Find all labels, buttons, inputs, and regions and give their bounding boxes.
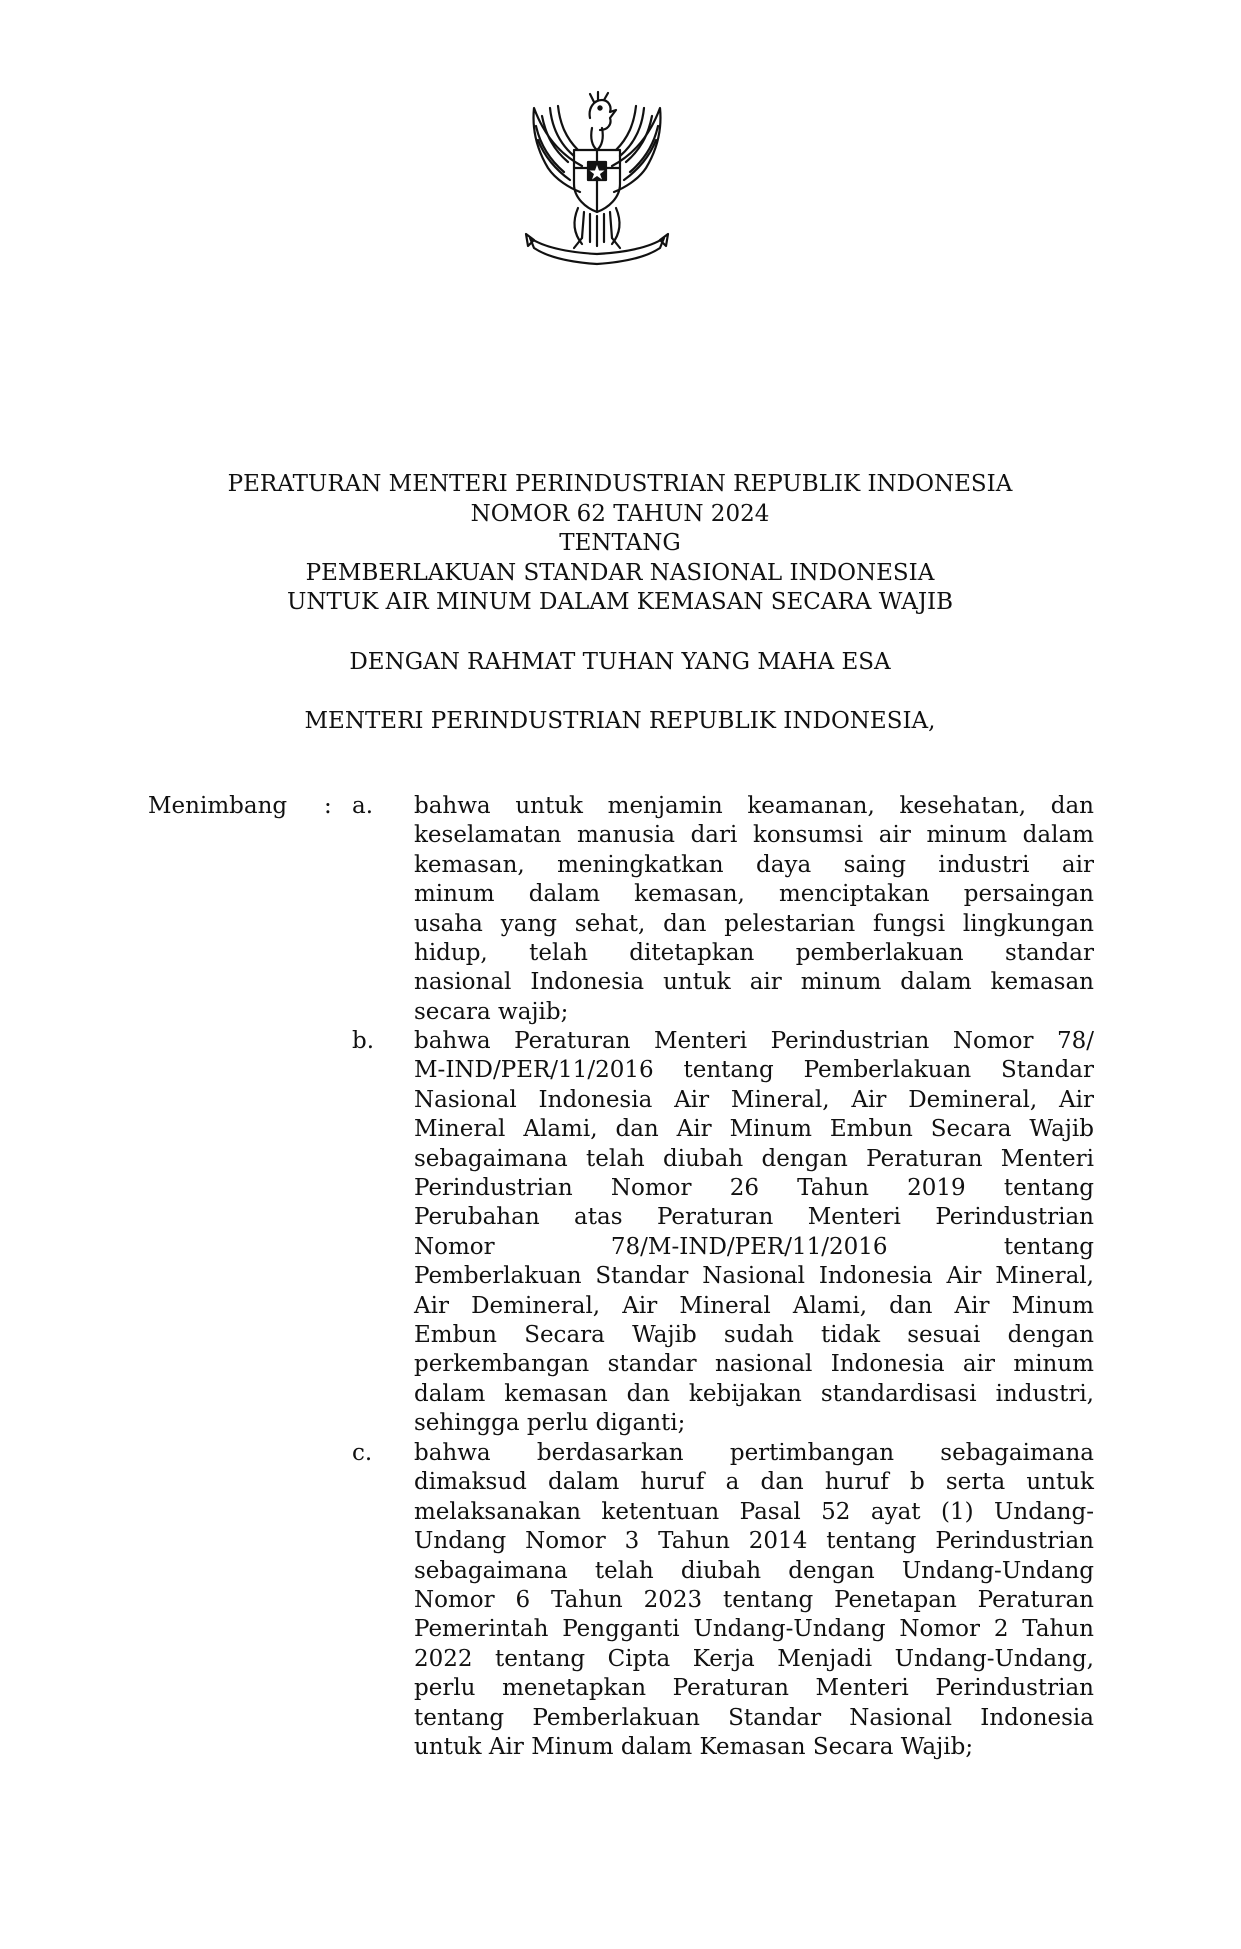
item-text-line: Nomor 78/M-IND/PER/11/2016 tentang [414, 1233, 1094, 1260]
item-text-line: perlu menetapkan Peraturan Menteri Perindustrian [414, 1675, 1094, 1702]
item-text-line: Nomor 6 Tahun 2023 tentang Penetapan Peraturan [414, 1587, 1094, 1614]
item-text-line: bahwa untuk menjamin keamanan, kesehatan, dan [414, 793, 1094, 819]
item-letter: c. [352, 1440, 373, 1466]
item-text-line: sehingga perlu diganti; [414, 1410, 686, 1437]
item-text-line: Perindustrian Nomor 26 Tahun 2019 tentang [414, 1175, 1094, 1202]
considering-item-c [148, 1439, 1093, 1769]
item-text-line: melaksanakan ketentuan Pasal 52 ayat (1) Undang- [414, 1498, 1094, 1525]
item-letter: b. [352, 1028, 375, 1054]
issuer-line: MENTERI PERINDUSTRIAN REPUBLIK INDONESIA, [304, 708, 936, 734]
title-line-5: UNTUK AIR MINUM DALAM KEMASAN SECARA WAJIB [286, 589, 954, 615]
item-text-line: sebagaimana telah diubah dengan Peraturan Menteri [414, 1145, 1094, 1172]
item-text-line: dimaksud dalam huruf a dan huruf b serta untuk [414, 1469, 1094, 1496]
considering-label: Menimbang [148, 793, 288, 819]
item-text-line: bahwa Peraturan Menteri Perindustrian Nomor 78/ [414, 1028, 1094, 1054]
item-text-line: Embun Secara Wajib sudah tidak sesuai dengan [414, 1322, 1094, 1349]
item-text-line: Nasional Indonesia Air Mineral, Air Demineral, Air [414, 1086, 1094, 1113]
item-text-line: sebagaimana telah diubah dengan Undang-Undang [414, 1557, 1094, 1584]
considering-item-a [148, 792, 1093, 1027]
item-text-line: secara wajib; [414, 998, 569, 1025]
item-text-line: usaha yang sehat, dan pelestarian fungsi lingkungan [414, 910, 1094, 937]
item-text-line: untuk Air Minum dalam Kemasan Secara Wajib; [414, 1734, 974, 1761]
item-text-line: minum dalam kemasan, menciptakan persaingan [414, 881, 1094, 908]
item-text-line: tentang Pemberlakuan Standar Nasional Indonesia [414, 1704, 1094, 1731]
item-text-line: keselamatan manusia dari konsumsi air minum dalam [414, 822, 1094, 849]
considering-item-b [148, 1027, 1093, 1439]
item-text-line: nasional Indonesia untuk air minum dalam kemasan [414, 969, 1094, 996]
item-text-line: Air Demineral, Air Mineral Alami, dan Air Minum [414, 1292, 1094, 1319]
item-text-line: bahwa berdasarkan pertimbangan sebagaimana [414, 1440, 1094, 1466]
item-text-line: perkembangan standar nasional Indonesia air minum [414, 1351, 1094, 1378]
item-text-line: kemasan, meningkatkan daya saing industri air [414, 851, 1094, 878]
item-text-line: Perubahan atas Peraturan Menteri Perindustrian [414, 1204, 1094, 1231]
item-text-line: Undang Nomor 3 Tahun 2014 tentang Perindustrian [414, 1528, 1094, 1555]
considering-section [148, 792, 1093, 1769]
title-line-2: NOMOR 62 TAHUN 2024 [470, 500, 770, 527]
considering-colon: : [324, 793, 332, 819]
invocation-line: DENGAN RAHMAT TUHAN YANG MAHA ESA [349, 648, 891, 675]
title-line-1: PERATURAN MENTERI PERINDUSTRIAN REPUBLIK INDONESIA [227, 471, 1013, 497]
title-line-4: PEMBERLAKUAN STANDAR NASIONAL INDONESIA [305, 559, 935, 586]
item-text-line: M-IND/PER/11/2016 tentang Pemberlakuan Standar [414, 1057, 1094, 1084]
regulation-title-block [140, 470, 1100, 737]
item-text-line: Pemberlakuan Standar Nasional Indonesia Air Mineral, [414, 1263, 1094, 1290]
item-text-line: Pemerintah Pengganti Undang-Undang Nomor 2 Tahun [414, 1616, 1094, 1643]
garuda-pancasila-emblem-icon [512, 88, 682, 268]
item-text-line: hidup, telah ditetapkan pemberlakuan standar [414, 940, 1094, 967]
title-line-3: TENTANG [559, 530, 681, 556]
item-text-line: dalam kemasan dan kebijakan standardisasi industri, [414, 1380, 1094, 1407]
item-text-line: Mineral Alami, dan Air Minum Embun Secara Wajib [414, 1116, 1094, 1143]
item-text-line: 2022 tentang Cipta Kerja Menjadi Undang-Undang, [414, 1645, 1094, 1672]
item-letter: a. [352, 793, 374, 819]
